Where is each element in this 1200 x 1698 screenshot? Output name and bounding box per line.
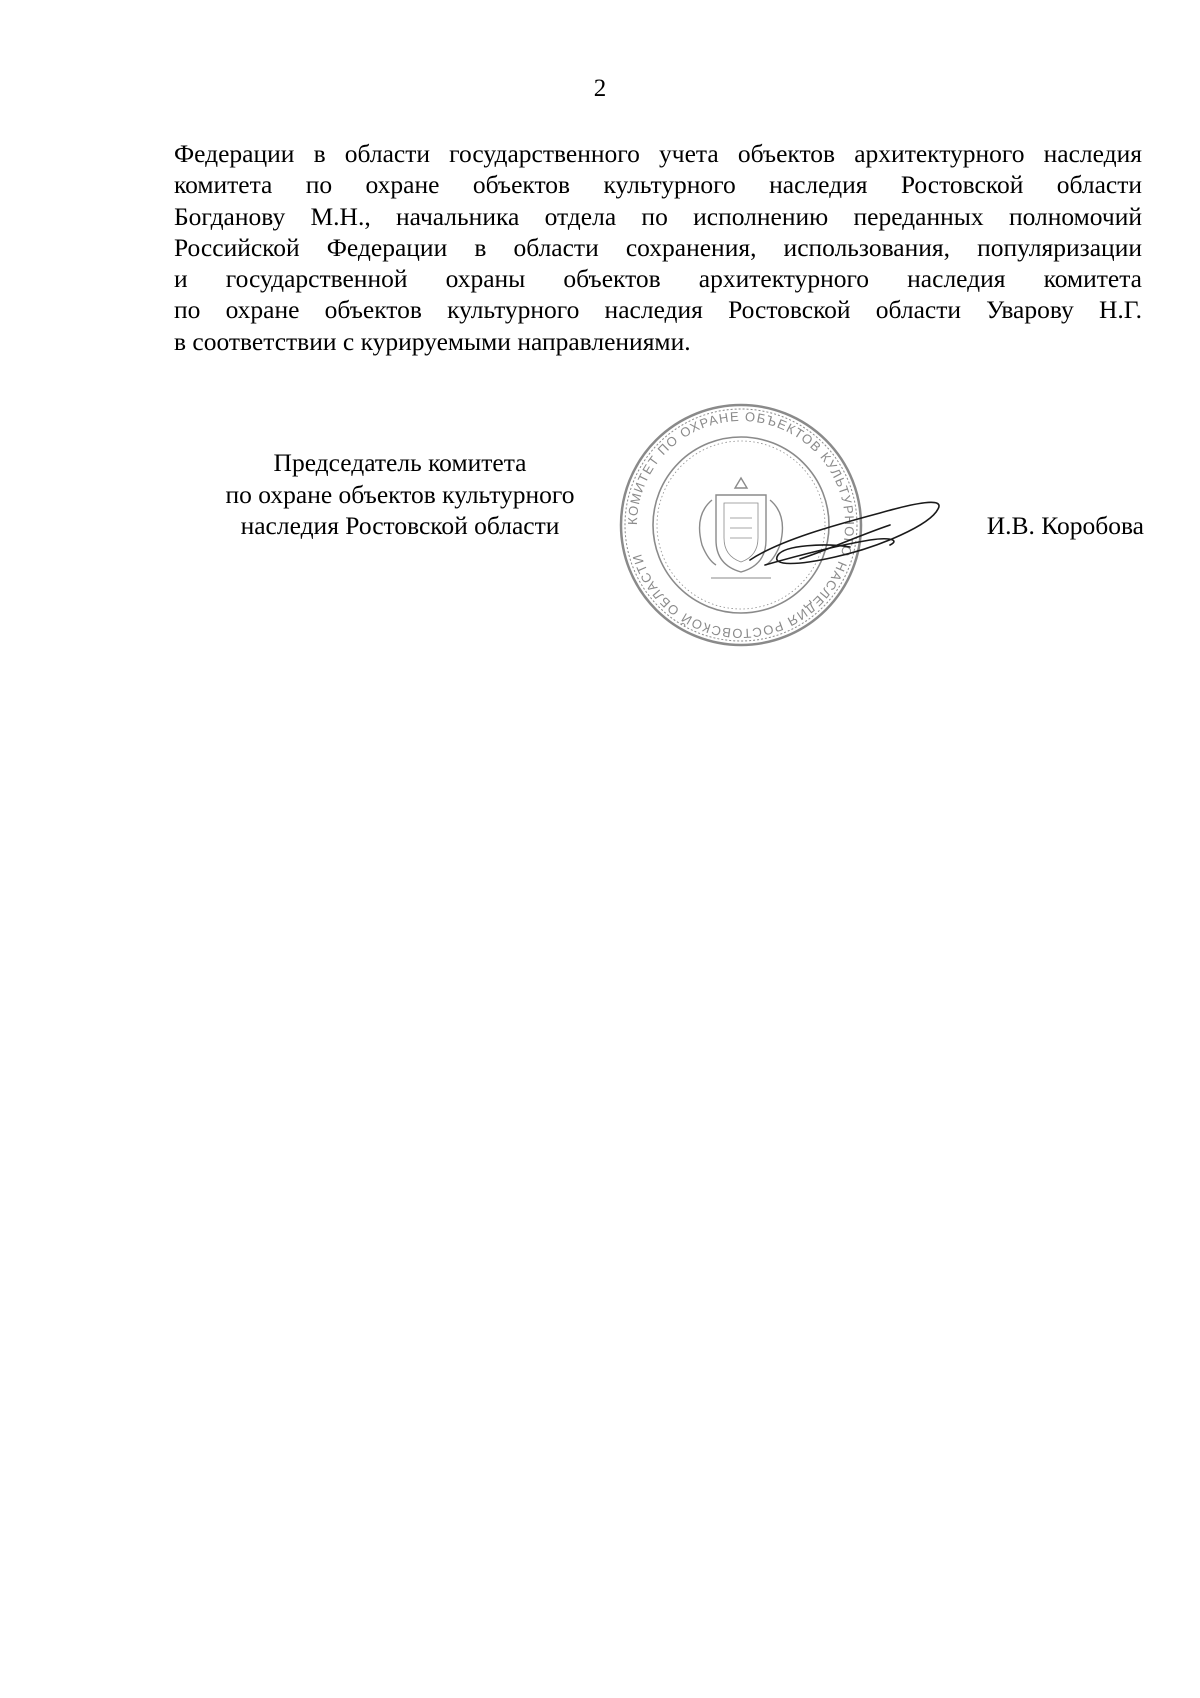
signer-position-line: по охране объектов культурного (225, 479, 575, 509)
body-line: по охране объектов культурного наследия Ростовской области Уварову Н.Г. (174, 295, 1142, 325)
signer-position-line: Председатель комитета (273, 448, 527, 477)
handwritten-signature-icon (740, 485, 950, 595)
body-line: Российской Федерации в области сохранения, использования, популяризации (174, 232, 1142, 262)
body-line: и государственной охраны объектов архитектурного наследия комитета (174, 264, 1142, 294)
body-line: Федерации в области государственного учета объектов архитектурного наследия (174, 139, 1142, 168)
body-line: в соответствии с курируемыми направлениями. (174, 326, 691, 356)
signer-position-line: наследия Ростовской области (240, 511, 560, 540)
signer-name: И.В. Коробова (986, 511, 1144, 540)
page-number: 2 (593, 75, 607, 102)
signer-position (190, 447, 610, 542)
seal-ring-text: КОМИТЕТ ПО ОХРАНЕ ОБЪЕКТОВ КУЛЬТУРНОГО НАСЛЕДИЯ РОСТОВСКОЙ ОБЛАСТИ (624, 408, 858, 642)
signature-block (0, 408, 1200, 670)
body-line: Богданову М.Н., начальника отдела по исполнению переданных полномочий (174, 201, 1142, 231)
body-line: комитета по охране объектов культурного наследия Ростовской области (174, 170, 1142, 200)
body-paragraph (174, 138, 1142, 357)
